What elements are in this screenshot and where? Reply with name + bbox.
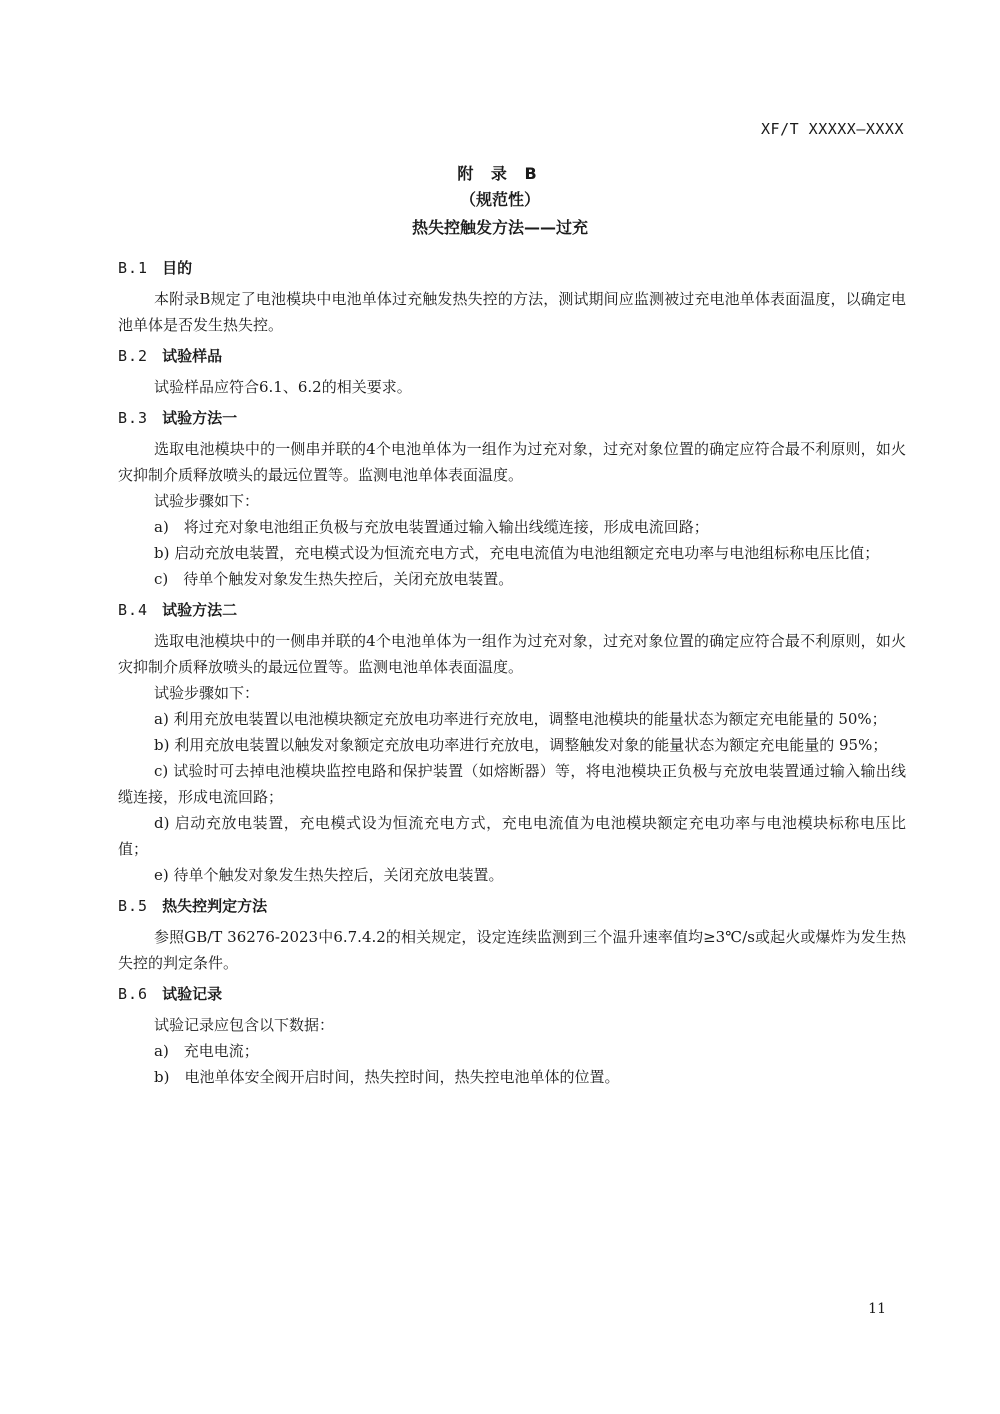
section-title: 试验方法二: [162, 601, 238, 619]
list-item: c) 试验时可去掉电池模块监控电路和保护装置（如熔断器）等，将电池模块正负极与充放电装置通过输入输出线缆连接，形成电流回路；: [118, 762, 906, 806]
section-b2: [118, 346, 906, 400]
paragraph: 选取电池模块中的一侧串并联的4个电池单体为一组作为过充对象，过充对象位置的确定应符合最不利原则，如火灾抑制介质释放喷头的最远位置等。监测电池单体表面温度。: [118, 632, 906, 676]
paragraph: 试验记录应包含以下数据：: [154, 1016, 335, 1034]
section-heading: [118, 896, 906, 916]
list-item: b) 利用充放电装置以触发对象额定充放电功率进行充放电，调整触发对象的能量状态为额定充电能量的 95%；: [154, 736, 888, 754]
section-b4: [118, 600, 906, 888]
list-item: b) 电池单体安全阀开启时间，热失控时间，热失控电池单体的位置。: [154, 1068, 620, 1086]
list-item: b) 启动充放电装置，充电模式设为恒流充电方式，充电电流值为电池组额定充电功率与电池组标称电压比值；: [154, 544, 880, 562]
section-number: B.4: [118, 601, 149, 619]
document-body: [118, 250, 906, 1090]
annex-title: 附 录 B: [457, 164, 543, 183]
list-item: e) 待单个触发对象发生热失控后，关闭充放电装置。: [154, 866, 504, 884]
paragraph: 试验样品应符合6.1、6.2的相关要求。: [154, 378, 412, 396]
section-heading: [118, 984, 906, 1004]
section-b5: [118, 896, 906, 976]
section-b6: [118, 984, 906, 1090]
list-item: d) 启动充放电装置，充电模式设为恒流充电方式，充电电流值为电池模块额定充电功率与电池模块标称电压比值；: [118, 814, 906, 858]
section-title: 试验方法一: [162, 409, 238, 427]
annex-heading: [0, 162, 1000, 242]
section-title: 试验样品: [162, 347, 223, 365]
section-heading: [118, 346, 906, 366]
paragraph: 试验步骤如下：: [154, 684, 260, 702]
section-heading: [118, 408, 906, 428]
section-title: 试验记录: [162, 985, 223, 1003]
section-title: 目的: [162, 259, 193, 277]
section-b3: [118, 408, 906, 592]
paragraph: 选取电池模块中的一侧串并联的4个电池单体为一组作为过充对象，过充对象位置的确定应符合最不利原则，如火灾抑制介质释放喷头的最远位置等。监测电池单体表面温度。: [118, 440, 906, 484]
section-number: B.3: [118, 409, 149, 427]
page-number: 11: [868, 1301, 886, 1317]
section-number: B.1: [118, 259, 149, 277]
section-number: B.6: [118, 985, 149, 1003]
paragraph: 试验步骤如下：: [154, 492, 260, 510]
list-item: a) 充电电流；: [154, 1042, 259, 1060]
section-heading: [118, 258, 906, 278]
list-item: a) 将过充对象电池组正负极与充放电装置通过输入输出线缆连接，形成电流回路；: [154, 518, 709, 536]
annex-nature: （规范性）: [459, 190, 540, 209]
annex-subject: 热失控触发方法——过充: [411, 218, 588, 237]
section-number: B.2: [118, 347, 149, 365]
list-item: a) 利用充放电装置以电池模块额定充放电功率进行充放电，调整电池模块的能量状态为额定充电能量的 50%；: [154, 710, 887, 728]
paragraph: 本附录B规定了电池模块中电池单体过充触发热失控的方法，测试期间应监测被过充电池单体表面温度，以确定电池单体是否发生热失控。: [118, 290, 906, 334]
paragraph: 参照GB/T 36276-2023中6.7.4.2的相关规定，设定连续监测到三个温升速率值均≥3℃/s或起火或爆炸为发生热失控的判定条件。: [118, 928, 906, 972]
section-number: B.5: [118, 897, 149, 915]
list-item: c) 待单个触发对象发生热失控后，关闭充放电装置。: [154, 570, 514, 588]
document-code: XF/T XXXXX—XXXX: [761, 120, 904, 138]
section-heading: [118, 600, 906, 620]
section-title: 热失控判定方法: [162, 897, 268, 915]
section-b1: [118, 258, 906, 338]
